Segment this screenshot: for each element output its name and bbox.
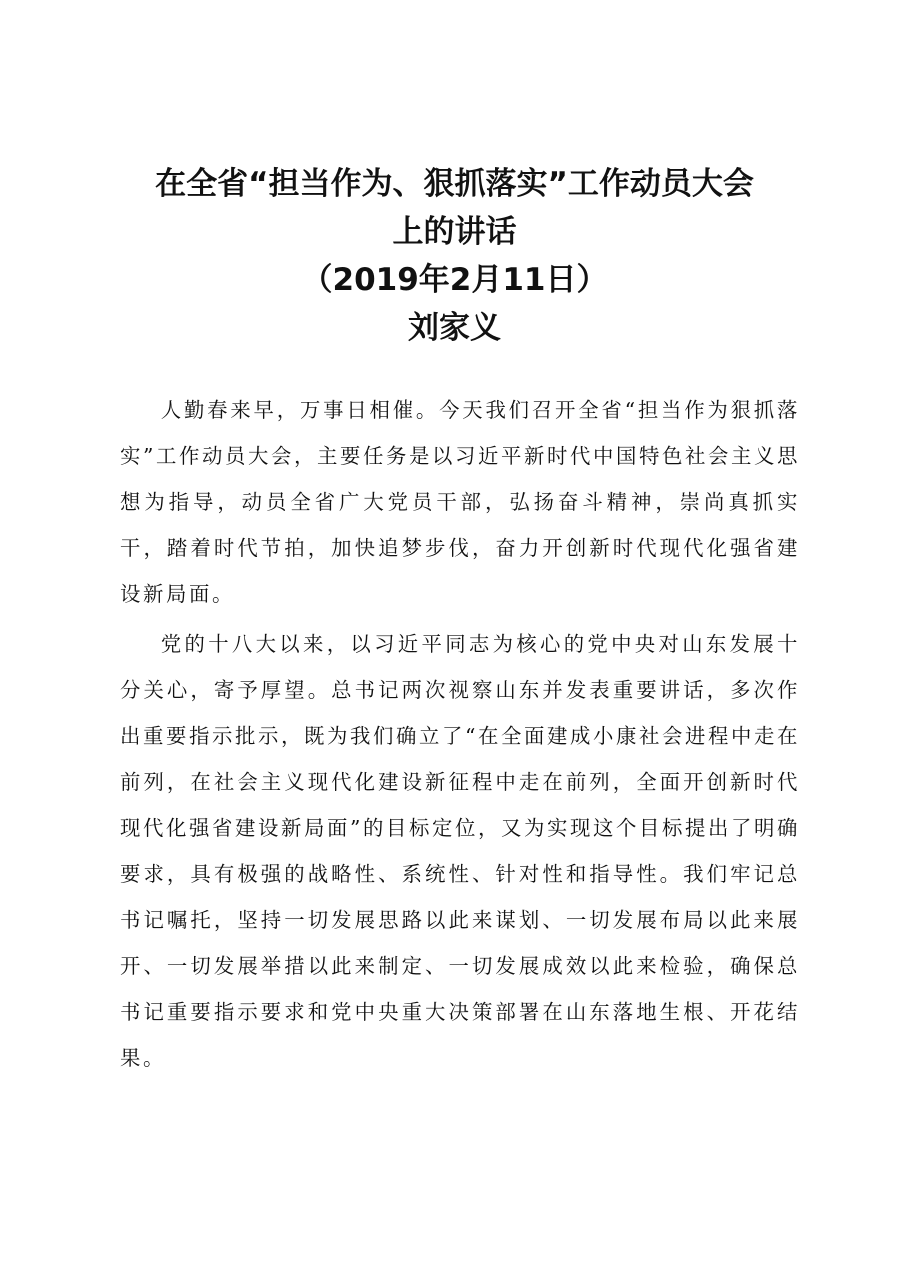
document-title-line-2: 上的讲话 (392, 214, 517, 250)
document-title-line-1: 在全省“担当作为、狠抓落实”工作动员大会 (155, 166, 754, 202)
speaker-name: 刘家义 (408, 310, 501, 346)
document-body (120, 387, 800, 1081)
body-paragraph-2: 党的十八大以来，以习近平同志为核心的党中央对山东发展十分关心，寄予厚望。总书记两次视察山东并发表重要讲话，多次作出重要指示批示，既为我们确立了“在全面建成小康社会进程中走在前列，在社会主义现代化建设新征程中走在前列，全面开创新时代现代化强省建设新局面”的目标定位，又为实现这个目标提出了明确要求，具有极强的战略性、系统性、针对性和指导性。我们牢记总书记嘱托，坚持一切发展思路以此来谋划、一切发展布局以此来展开、一切发展举措以此来制定、一切发展成效以此来检验，确保总书记重要指示要求和党中央重大决策部署在山东落地生根、开花结果。 (120, 632, 800, 1070)
body-paragraph-1: 人勤春来早，万事日相催。今天我们召开全省“担当作为狠抓落实”工作动员大会，主要任务是以习近平新时代中国特色社会主义思想为指导，动员全省广大党员干部，弘扬奋斗精神，崇尚真抓实干，踏着时代节拍，加快追梦步伐，奋力开创新时代现代化强省建设新局面。 (120, 398, 800, 606)
document-title-block (100, 160, 809, 352)
speech-date: （2019年2月11日） (301, 262, 608, 298)
